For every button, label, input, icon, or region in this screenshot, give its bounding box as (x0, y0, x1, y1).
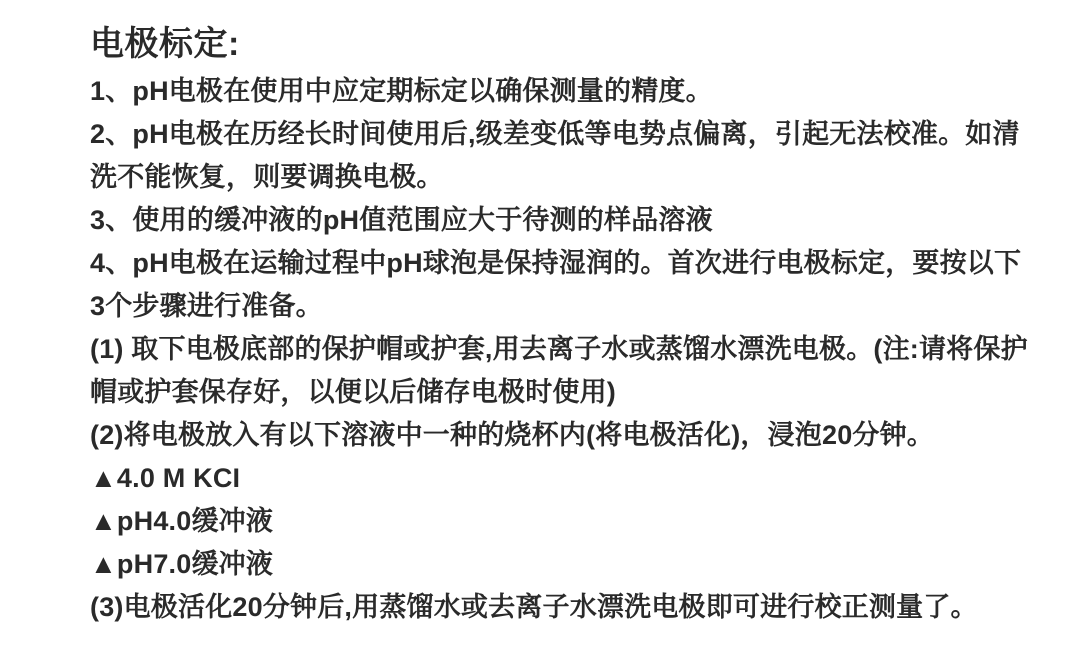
text-line: (2)将电极放入有以下溶液中一种的烧杯内(将电极活化)，浸泡20分钟。 (90, 420, 935, 450)
text-line: ▲4.0 M KCI (90, 463, 241, 493)
text-line: 帽或护套保存好，以便以后储存电极时使用) (90, 377, 616, 407)
text-line: ▲pH4.0缓冲液 (90, 506, 274, 536)
text-line: (1) 取下电极底部的保护帽或护套,用去离子水或蒸馏水漂洗电极。(注:请将保护 (90, 334, 1028, 364)
text-line: (3)电极活化20分钟后,用蒸馏水或去离子水漂洗电极即可进行校正测量了。 (90, 592, 978, 622)
text-line: 1、pH电极在使用中应定期标定以确保测量的精度。 (90, 76, 713, 106)
text-line: 3个步骤进行准备。 (90, 291, 323, 321)
text-line: 洗不能恢复，则要调换电极。 (90, 162, 444, 192)
page-title: 电极标定: (90, 25, 240, 63)
text-line: 2、pH电极在历经长时间使用后,级差变低等电势点偏离，引起无法校准。如清 (90, 119, 1020, 149)
text-line: 3、使用的缓冲液的pH值范围应大于待测的样品溶液 (90, 205, 713, 235)
text-line: 4、pH电极在运输过程中pH球泡是保持湿润的。首次进行电极标定，要按以下 (90, 248, 1022, 278)
body-text (90, 70, 1040, 629)
text-line: ▲pH7.0缓冲液 (90, 549, 274, 579)
